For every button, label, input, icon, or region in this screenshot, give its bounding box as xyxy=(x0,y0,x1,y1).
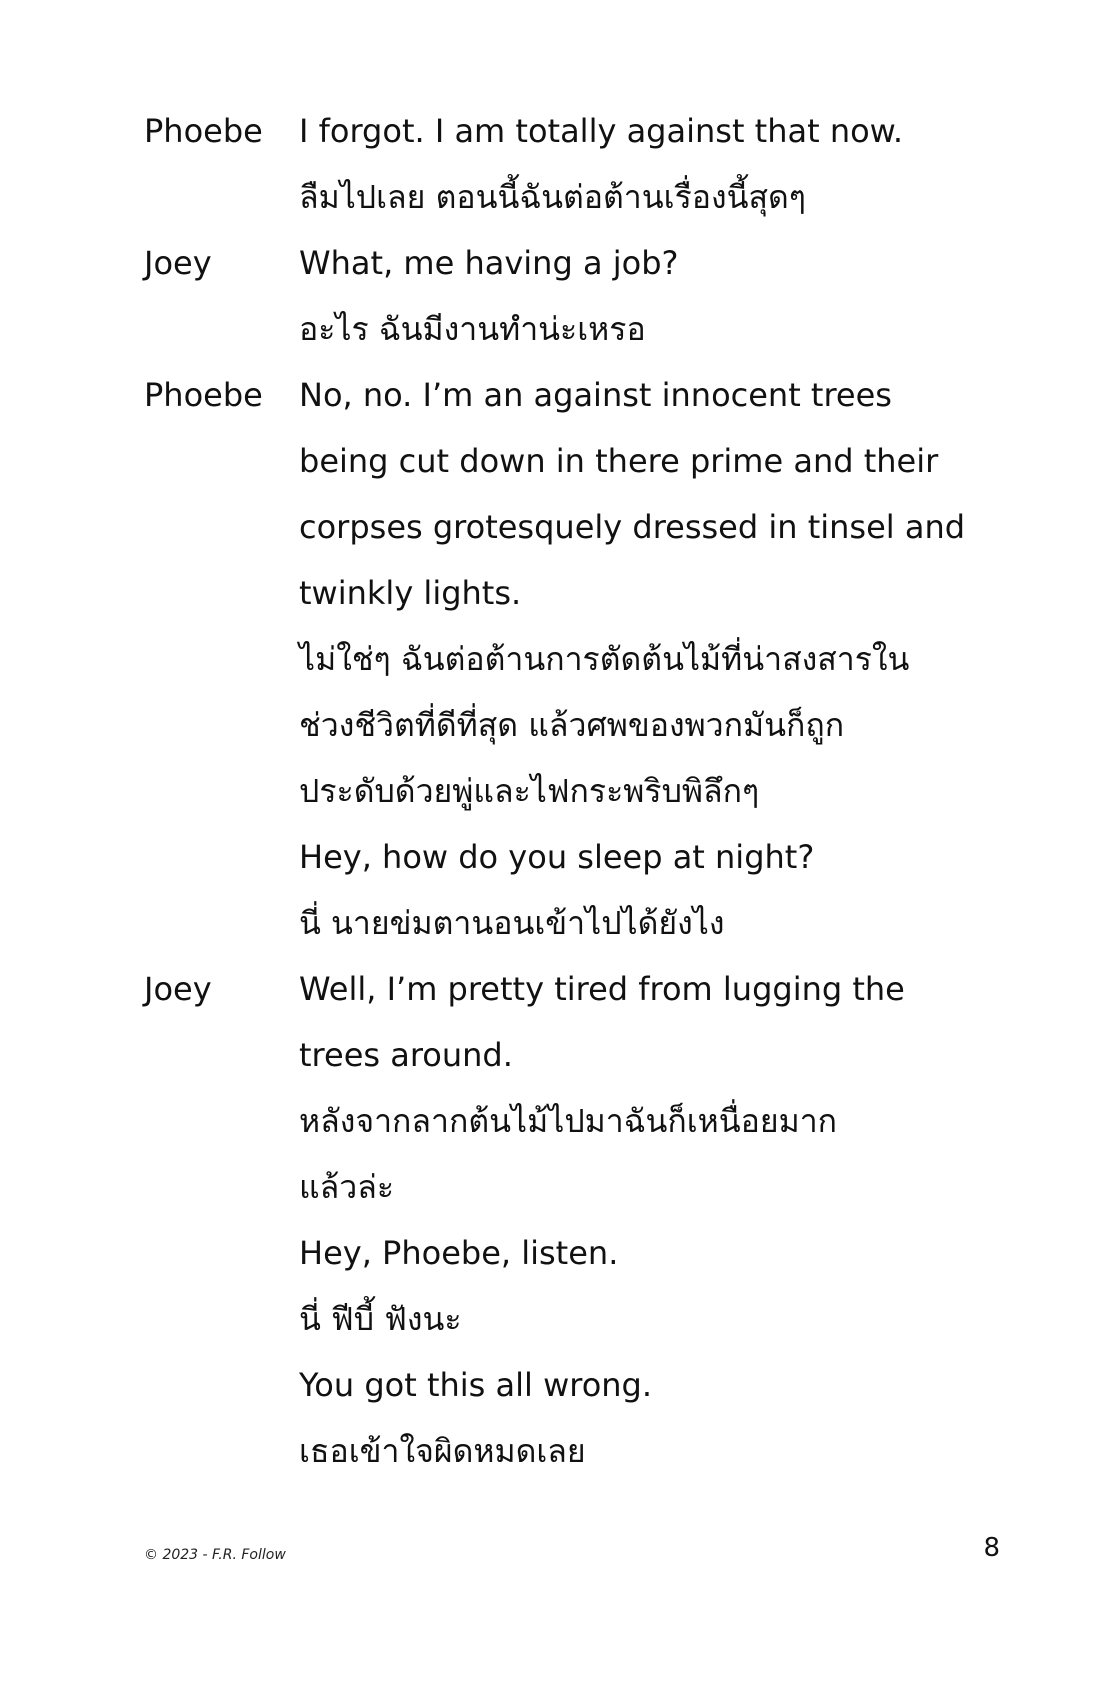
dialogue-line: ประดับด้วยพู่และไฟกระพริบพิลึกๆ xyxy=(299,772,760,810)
dialogue-line: อะไร ฉันมีงานทำน่ะเหรอ xyxy=(299,310,646,348)
dialogue-line: นี่ นายข่มตานอนเข้าไปได้ยังไง xyxy=(299,904,725,942)
dialogue-line: What, me having a job? xyxy=(299,244,679,282)
dialogue-line: หลังจากลากต้นไม้ไปมาฉันก็เหนื่อยมาก xyxy=(299,1102,838,1140)
dialogue-line: corpses grotesquely dressed in tinsel and xyxy=(299,508,966,546)
dialogue-script xyxy=(144,98,1004,1484)
dialogue-entry xyxy=(144,956,1004,1484)
dialogue-line: twinkly lights. xyxy=(299,574,522,612)
copyright-notice: © 2023 - F.R. Follow xyxy=(144,1547,286,1563)
dialogue-line: ลืมไปเลย ตอนนี้ฉันต่อต้านเรื่องนี้สุดๆ xyxy=(299,178,806,216)
dialogue-lines xyxy=(299,230,1004,362)
page-number: 8 xyxy=(983,1533,1000,1563)
dialogue-lines xyxy=(299,362,1004,956)
dialogue-line: Hey, Phoebe, listen. xyxy=(299,1234,619,1272)
dialogue-lines xyxy=(299,956,1004,1484)
speaker-name: Phoebe xyxy=(144,112,263,150)
dialogue-line: You got this all wrong. xyxy=(299,1366,653,1404)
speaker-name: Joey xyxy=(144,970,212,1008)
dialogue-entry xyxy=(144,362,1004,956)
dialogue-line: นี่ ฟีบี้ ฟังนะ xyxy=(299,1300,462,1338)
dialogue-line: ช่วงชีวิตที่ดีที่สุด แล้วศพของพวกมันก็ถูก xyxy=(299,706,845,744)
dialogue-entry xyxy=(144,98,1004,230)
speaker-name: Phoebe xyxy=(144,376,263,414)
dialogue-line: Well, I’m pretty tired from lugging the xyxy=(299,970,905,1008)
dialogue-lines xyxy=(299,98,1004,230)
dialogue-line: Hey, how do you sleep at night? xyxy=(299,838,815,876)
speaker-name: Joey xyxy=(144,244,212,282)
dialogue-line: I forgot. I am totally against that now. xyxy=(299,112,904,150)
dialogue-line: No, no. I’m an against innocent trees xyxy=(299,376,892,414)
dialogue-line: เธอเข้าใจผิดหมดเลย xyxy=(299,1432,586,1470)
dialogue-line: แล้วล่ะ xyxy=(299,1168,394,1206)
dialogue-line: ไม่ใช่ๆ ฉันต่อต้านการตัดต้นไม้ที่น่าสงสารใน xyxy=(299,640,910,678)
dialogue-entry xyxy=(144,230,1004,362)
dialogue-line: being cut down in there prime and their xyxy=(299,442,939,480)
dialogue-line: trees around. xyxy=(299,1036,513,1074)
